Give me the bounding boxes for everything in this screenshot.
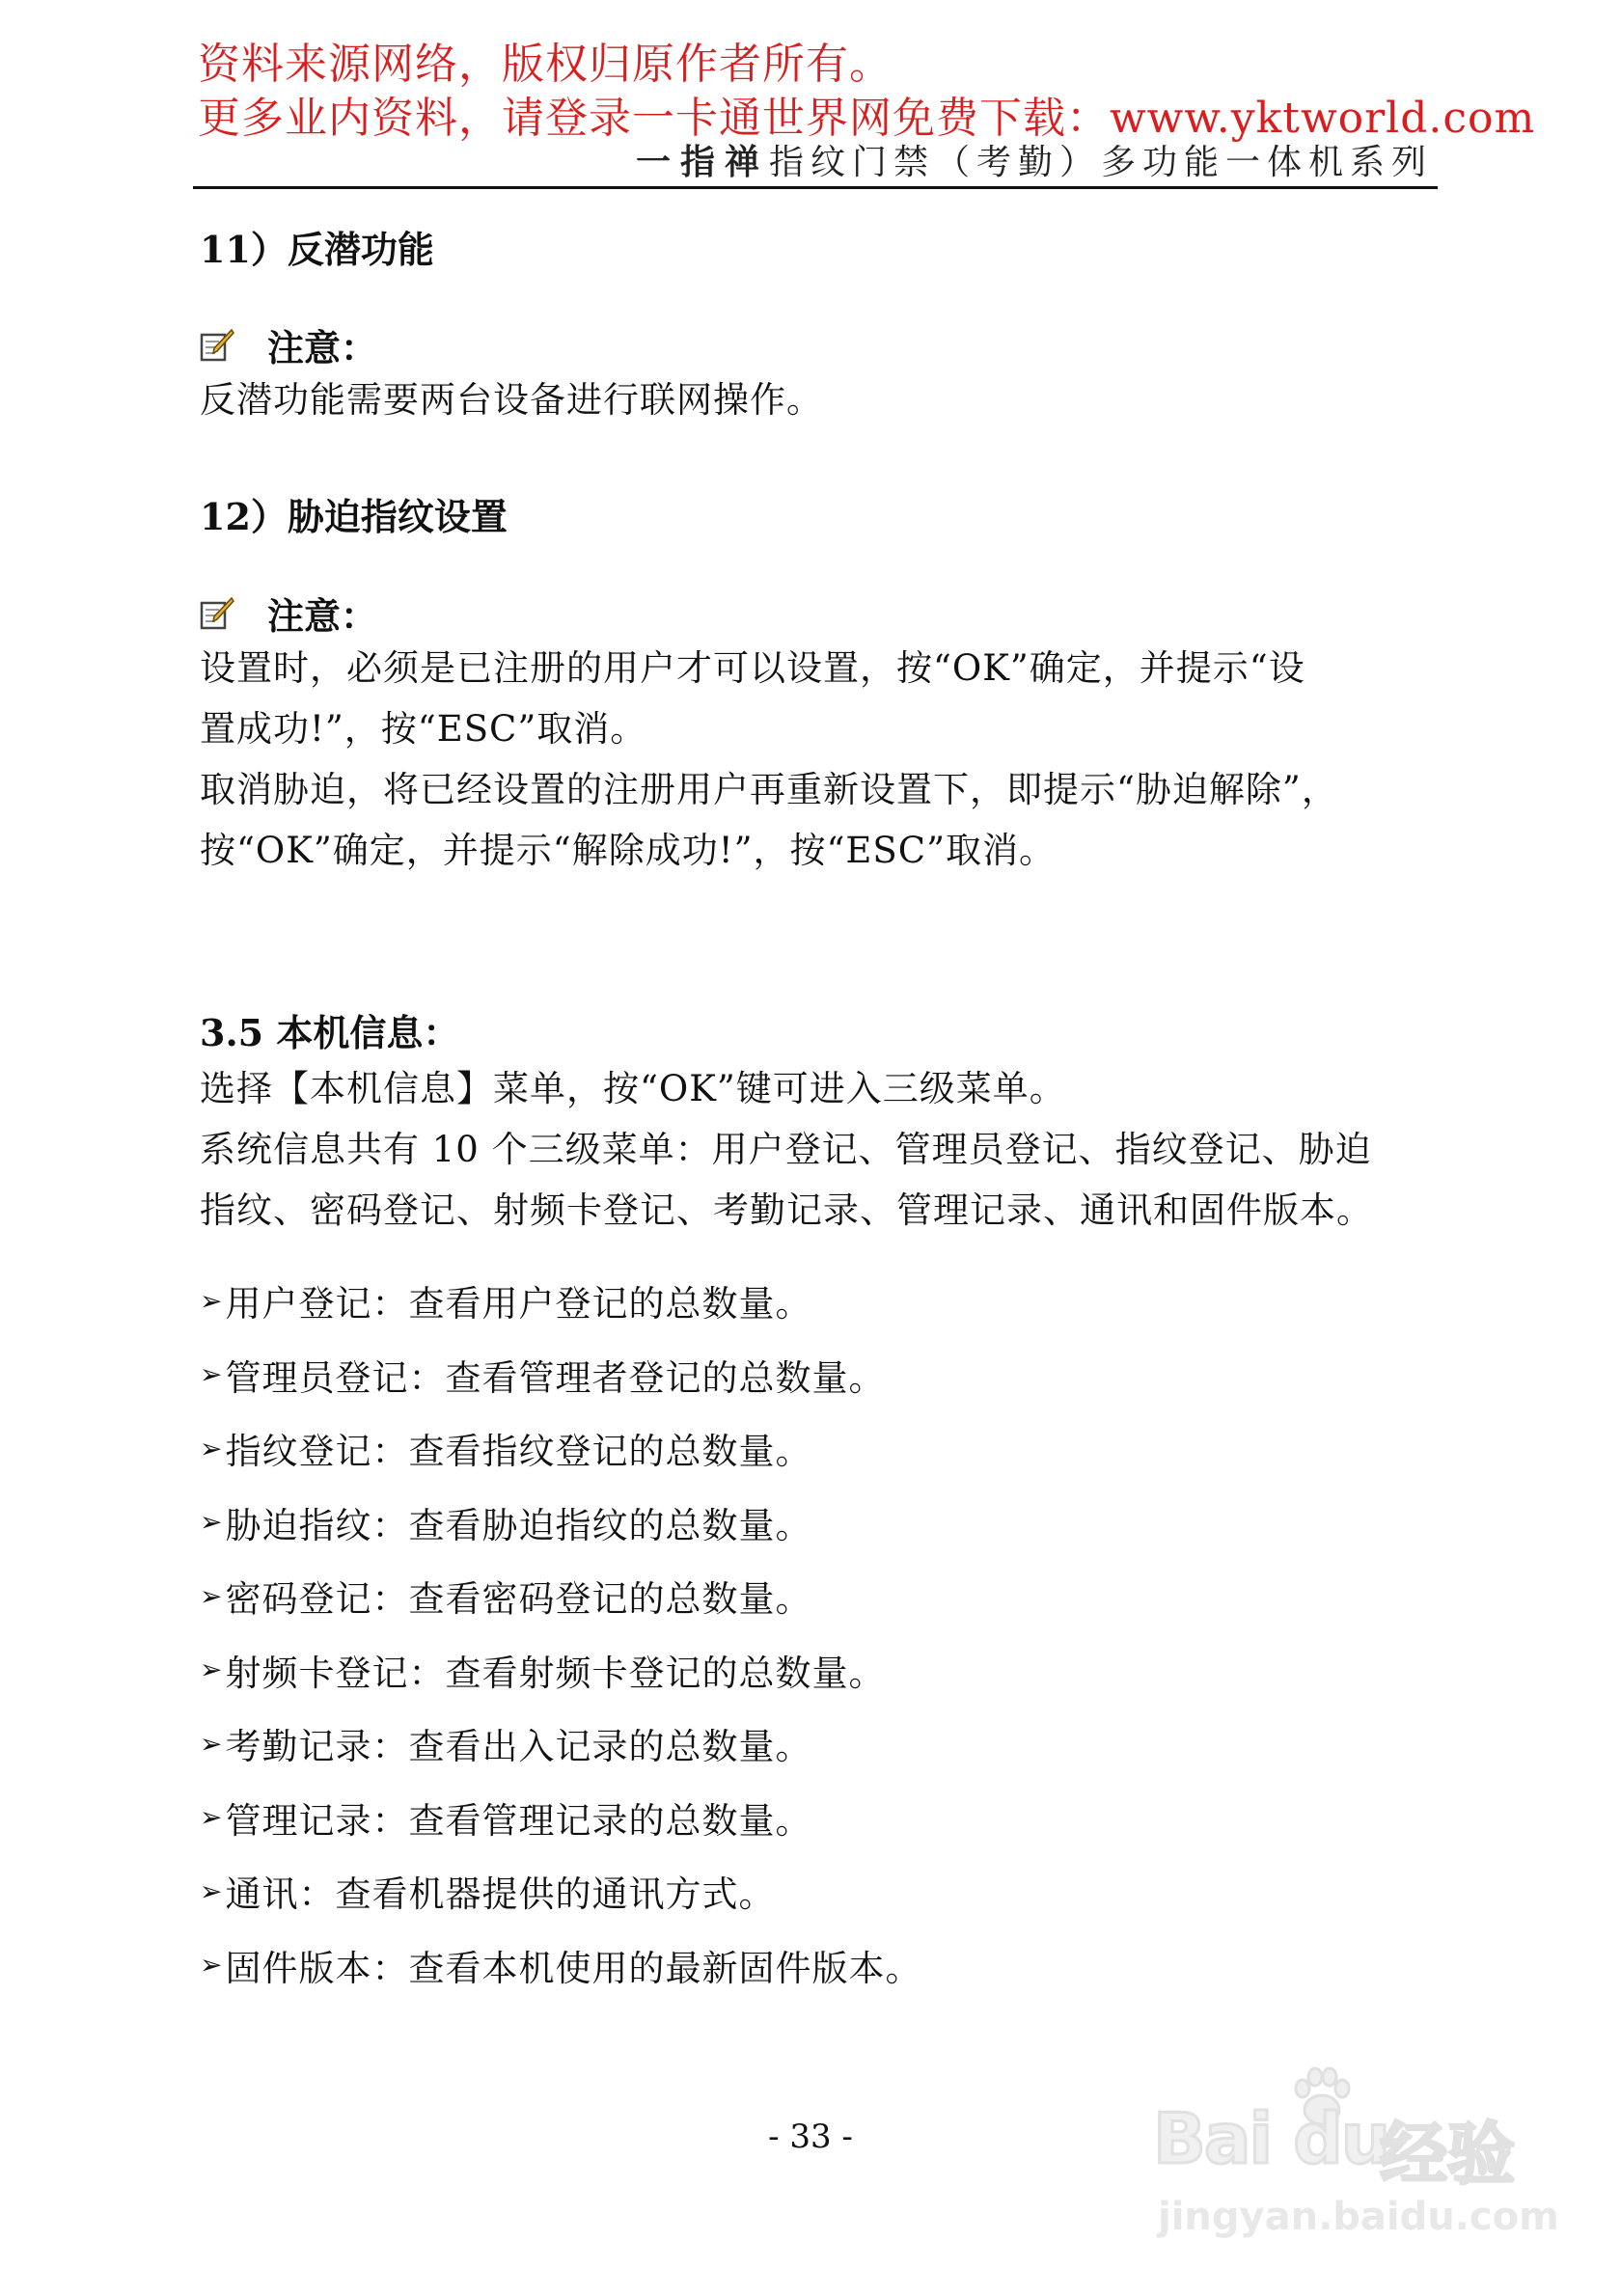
list-item: ➢ 指纹登记：查看指纹登记的总数量。 bbox=[200, 1431, 812, 1473]
duress-line-3: 取消胁迫，将已经设置的注册用户再重新设置下，即提示“胁迫解除”， bbox=[200, 769, 1338, 810]
info-bullet-list bbox=[200, 1264, 921, 2002]
source-notice: 资料来源网络，版权归原作者所有。 bbox=[198, 40, 893, 89]
info-line-2: 系统信息共有 10 个三级菜单：用户登记、管理员登记、指纹登记、胁迫 bbox=[200, 1129, 1372, 1170]
section-11-heading: 11）反潜功能 bbox=[200, 228, 434, 271]
series-name: 指纹门禁（考勤）多功能一体机系列 bbox=[768, 143, 1433, 182]
list-item: ➢ 密码登记：查看密码登记的总数量。 bbox=[200, 1578, 812, 1621]
note-12 bbox=[200, 587, 377, 640]
section-3-5-heading: 3.5 本机信息： bbox=[200, 1011, 460, 1054]
list-item: ➢ 胁迫指纹：查看胁迫指纹的总数量。 bbox=[200, 1504, 812, 1546]
bullet-arrow-icon: ➢ bbox=[200, 1284, 224, 1317]
bullet-arrow-icon: ➢ bbox=[200, 1432, 224, 1464]
info-line-3: 指纹、密码登记、射频卡登记、考勤记录、管理记录、通讯和固件版本。 bbox=[200, 1189, 1373, 1231]
watermark-logo: Bai du bbox=[1153, 2098, 1389, 2179]
download-notice: 更多业内资料，请登录一卡通世界网免费下载：www.yktworld.com bbox=[198, 94, 1536, 143]
bullet-arrow-icon: ➢ bbox=[200, 1727, 224, 1760]
header-divider bbox=[193, 186, 1438, 189]
bullet-arrow-icon: ➢ bbox=[200, 1874, 224, 1907]
list-item: ➢ 固件版本：查看本机使用的最新固件版本。 bbox=[200, 1947, 922, 1989]
bullet-arrow-icon: ➢ bbox=[200, 1949, 224, 1982]
note-pencil-icon bbox=[200, 596, 234, 631]
brand-name: 一指禅 bbox=[635, 143, 769, 182]
bullet-arrow-icon: ➢ bbox=[200, 1801, 224, 1834]
note-label: 注意： bbox=[267, 594, 378, 638]
duress-line-4: 按“OK”确定，并提示“解除成功!”，按“ESC”取消。 bbox=[200, 830, 1057, 871]
info-line-1: 选择【本机信息】菜单，按“OK”键可进入三级菜单。 bbox=[200, 1068, 1066, 1109]
list-item: ➢ 考勤记录：查看出入记录的总数量。 bbox=[200, 1726, 812, 1768]
note-label: 注意： bbox=[267, 326, 378, 369]
product-series-header bbox=[636, 135, 1433, 184]
list-item: ➢ 管理员登记：查看管理者登记的总数量。 bbox=[200, 1356, 886, 1399]
list-item: ➢ 管理记录：查看管理记录的总数量。 bbox=[200, 1799, 812, 1842]
bullet-arrow-icon: ➢ bbox=[200, 1654, 224, 1686]
page-number: - 33 - bbox=[768, 2118, 853, 2156]
bullet-arrow-icon: ➢ bbox=[200, 1506, 224, 1539]
note-11 bbox=[200, 318, 377, 371]
bullet-arrow-icon: ➢ bbox=[200, 1358, 224, 1391]
list-item: ➢ 用户登记：查看用户登记的总数量。 bbox=[200, 1283, 812, 1326]
list-item: ➢ 射频卡登记：查看射频卡登记的总数量。 bbox=[200, 1652, 886, 1694]
note-text: 反潜功能需要两台设备进行联网操作。 bbox=[200, 379, 823, 421]
watermark-cn: 经验 bbox=[1380, 2115, 1515, 2194]
baidu-jingyan-watermark bbox=[1153, 2060, 1558, 2253]
list-item: ➢ 通讯：查看机器提供的通讯方式。 bbox=[200, 1873, 776, 1916]
note-pencil-icon bbox=[200, 328, 234, 363]
duress-line-1: 设置时，必须是已注册的用户才可以设置，按“OK”确定，并提示“设 bbox=[200, 647, 1305, 689]
section-12-heading: 12）胁迫指纹设置 bbox=[200, 495, 508, 538]
duress-line-2: 置成功!”，按“ESC”取消。 bbox=[200, 708, 647, 750]
watermark-url: jingyan.baidu.com bbox=[1158, 2195, 1559, 2239]
bullet-arrow-icon: ➢ bbox=[200, 1579, 224, 1612]
